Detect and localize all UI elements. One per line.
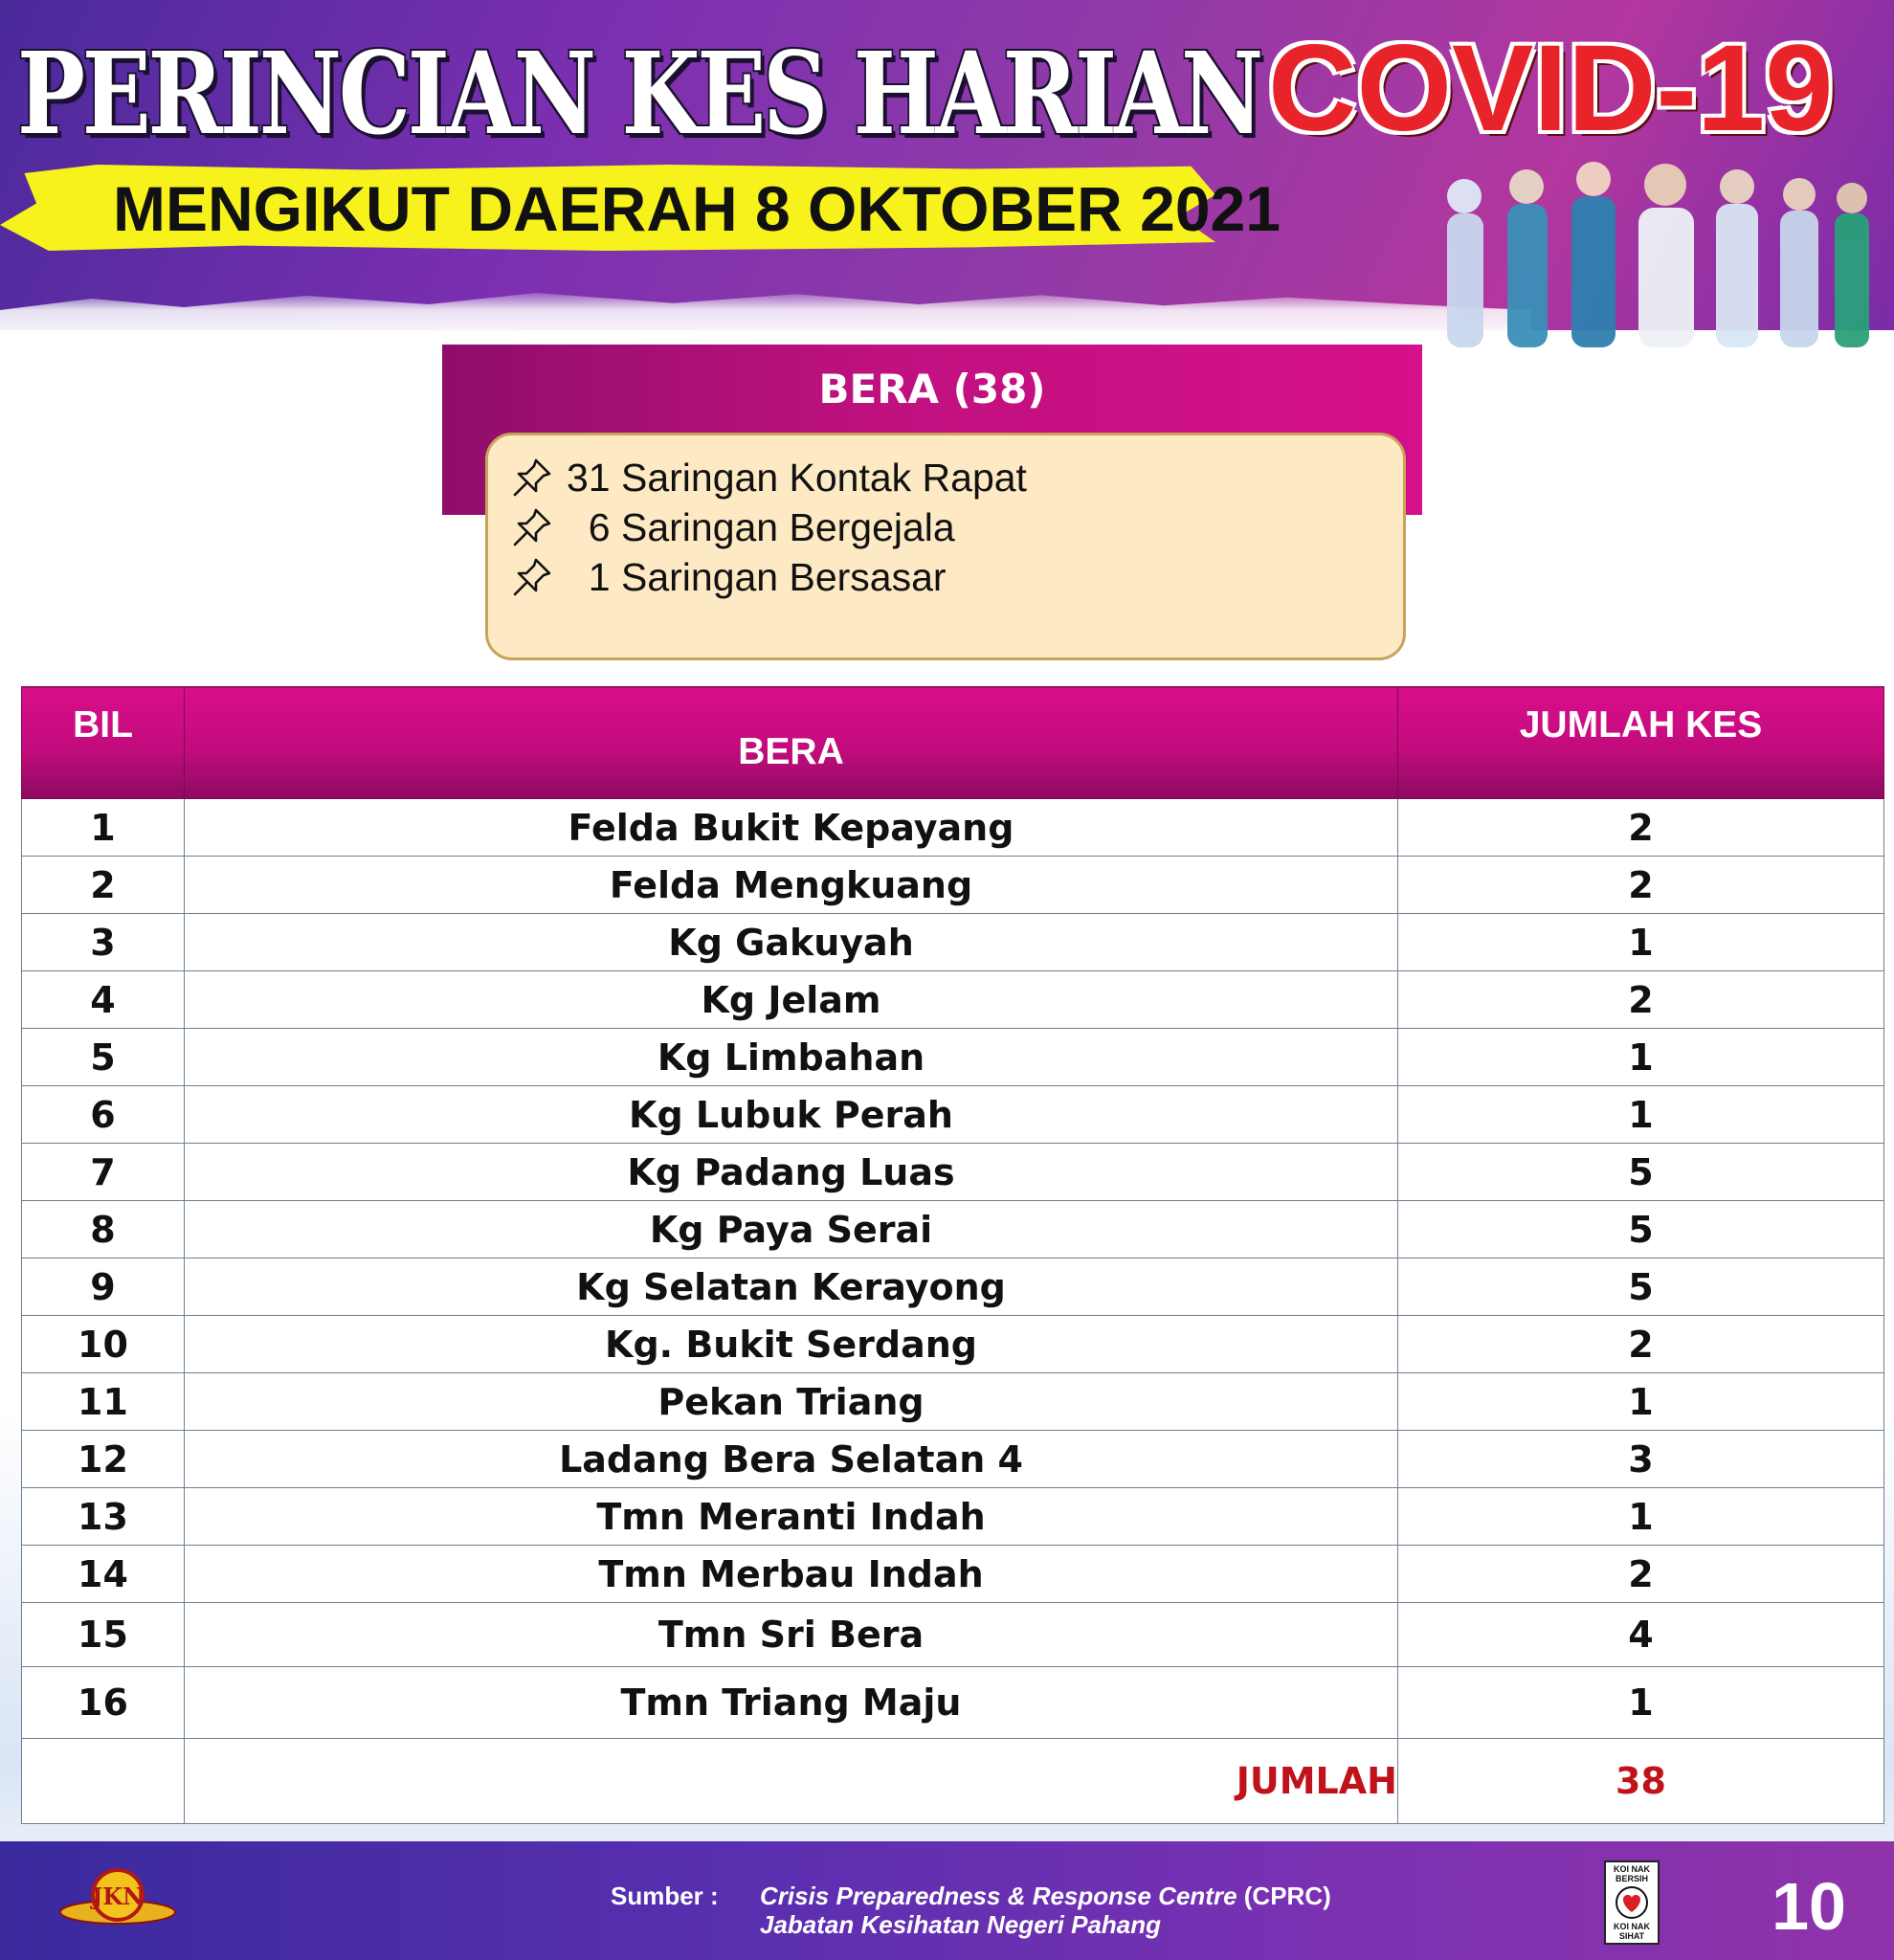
table-row <box>22 799 1884 857</box>
row-cases: 2 <box>1398 1546 1884 1603</box>
row-number: 15 <box>22 1603 185 1667</box>
row-number: 7 <box>22 1144 185 1201</box>
pushpin-icon <box>509 504 555 550</box>
torn-paper-edge <box>0 287 1531 330</box>
row-number: 1 <box>22 799 185 857</box>
total-empty-cell <box>22 1739 185 1824</box>
source-label: Sumber : <box>611 1882 719 1910</box>
row-location: Pekan Triang <box>185 1373 1398 1431</box>
badge-top-text: KOI NAK BERSIH <box>1614 1864 1650 1883</box>
worker-figure <box>1507 169 1548 347</box>
source-line-2: Jabatan Kesihatan Negeri Pahang <box>760 1910 1162 1939</box>
row-number: 3 <box>22 914 185 971</box>
worker-figure <box>1780 178 1818 347</box>
row-location: Tmn Triang Maju <box>185 1667 1398 1739</box>
row-location: Tmn Meranti Indah <box>185 1488 1398 1546</box>
row-location: Kg Limbahan <box>185 1029 1398 1086</box>
row-cases: 1 <box>1398 1373 1884 1431</box>
worker-figure <box>1638 164 1694 347</box>
logo-lettering: JKN <box>91 1882 145 1910</box>
table-total-row <box>22 1739 1884 1824</box>
summary-item <box>509 453 1027 502</box>
column-header-bil: BIL <box>22 687 185 799</box>
row-location: Kg Lubuk Perah <box>185 1086 1398 1144</box>
table-row <box>22 1667 1884 1739</box>
koi-nak-sihat-badge <box>1604 1860 1660 1945</box>
row-cases: 3 <box>1398 1431 1884 1488</box>
row-number: 11 <box>22 1373 185 1431</box>
table-row <box>22 1373 1884 1431</box>
table-row <box>22 914 1884 971</box>
table-row <box>22 857 1884 914</box>
row-location: Kg. Bukit Serdang <box>185 1316 1398 1373</box>
row-number: 9 <box>22 1258 185 1316</box>
row-number: 8 <box>22 1201 185 1258</box>
row-number: 13 <box>22 1488 185 1546</box>
row-number: 10 <box>22 1316 185 1373</box>
row-number: 16 <box>22 1667 185 1739</box>
row-location: Felda Mengkuang <box>185 857 1398 914</box>
pushpin-icon <box>509 554 555 600</box>
table-row <box>22 1258 1884 1316</box>
row-location: Kg Padang Luas <box>185 1144 1398 1201</box>
screening-summary-box <box>485 433 1406 660</box>
table-row <box>22 1488 1884 1546</box>
row-cases: 5 <box>1398 1258 1884 1316</box>
row-number: 5 <box>22 1029 185 1086</box>
row-cases: 1 <box>1398 1086 1884 1144</box>
column-header-location: BERA <box>185 687 1398 799</box>
row-number: 4 <box>22 971 185 1029</box>
worker-figure <box>1835 183 1869 347</box>
health-workers-illustration <box>1426 158 1885 349</box>
row-cases: 2 <box>1398 971 1884 1029</box>
covid-title: COVID-19 <box>1268 20 1834 157</box>
pushpin-icon <box>509 455 555 501</box>
row-cases: 1 <box>1398 1488 1884 1546</box>
row-cases: 1 <box>1398 1667 1884 1739</box>
heart-icon <box>1615 1886 1648 1919</box>
total-value: 38 <box>1398 1739 1884 1824</box>
summary-text: 6 Saringan Bergejala <box>567 504 955 549</box>
row-cases: 5 <box>1398 1201 1884 1258</box>
row-location: Kg Paya Serai <box>185 1201 1398 1258</box>
worker-figure <box>1716 169 1758 347</box>
row-location: Tmn Merbau Indah <box>185 1546 1398 1603</box>
row-location: Ladang Bera Selatan 4 <box>185 1431 1398 1488</box>
row-cases: 4 <box>1398 1603 1884 1667</box>
table-header-row <box>22 687 1884 799</box>
row-location: Kg Jelam <box>185 971 1398 1029</box>
table-row <box>22 971 1884 1029</box>
page-subtitle: MENGIKUT DAERAH 8 OKTOBER 2021 <box>113 173 1281 244</box>
page-number: 10 <box>1771 1869 1846 1944</box>
table-row <box>22 1546 1884 1603</box>
summary-text: 31 Saringan Kontak Rapat <box>567 455 1027 500</box>
row-location: Felda Bukit Kepayang <box>185 799 1398 857</box>
row-location: Kg Selatan Kerayong <box>185 1258 1398 1316</box>
total-label: JUMLAH <box>185 1739 1398 1824</box>
row-cases: 2 <box>1398 857 1884 914</box>
table-row <box>22 1029 1884 1086</box>
row-location: Tmn Sri Bera <box>185 1603 1398 1667</box>
page-title: PERINCIAN KES HARIAN <box>17 27 1261 160</box>
row-number: 14 <box>22 1546 185 1603</box>
row-number: 6 <box>22 1086 185 1144</box>
summary-item <box>509 502 955 552</box>
row-cases: 2 <box>1398 1316 1884 1373</box>
table-row <box>22 1201 1884 1258</box>
table-row <box>22 1144 1884 1201</box>
cases-table <box>21 686 1884 1824</box>
row-number: 12 <box>22 1431 185 1488</box>
row-cases: 1 <box>1398 1029 1884 1086</box>
worker-figure <box>1447 179 1483 347</box>
row-cases: 1 <box>1398 914 1884 971</box>
table-row <box>22 1603 1884 1667</box>
source-line-1 <box>760 1882 1331 1911</box>
summary-text: 1 Saringan Bersasar <box>567 554 947 599</box>
summary-item <box>509 552 947 602</box>
table-row <box>22 1316 1884 1373</box>
row-location: Kg Gakuyah <box>185 914 1398 971</box>
source-org-name: Crisis Preparedness & Response Centre <box>760 1882 1237 1910</box>
jkn-logo <box>56 1862 180 1939</box>
column-header-cases: JUMLAH KES <box>1398 687 1884 799</box>
district-title: BERA (38) <box>818 366 1046 412</box>
row-number: 2 <box>22 857 185 914</box>
badge-bottom-text: KOI NAK SIHAT <box>1614 1922 1650 1941</box>
table-row <box>22 1431 1884 1488</box>
row-cases: 5 <box>1398 1144 1884 1201</box>
source-org-abbr: (CPRC) <box>1237 1882 1331 1910</box>
table-row <box>22 1086 1884 1144</box>
worker-figure <box>1571 162 1615 347</box>
row-cases: 2 <box>1398 799 1884 857</box>
